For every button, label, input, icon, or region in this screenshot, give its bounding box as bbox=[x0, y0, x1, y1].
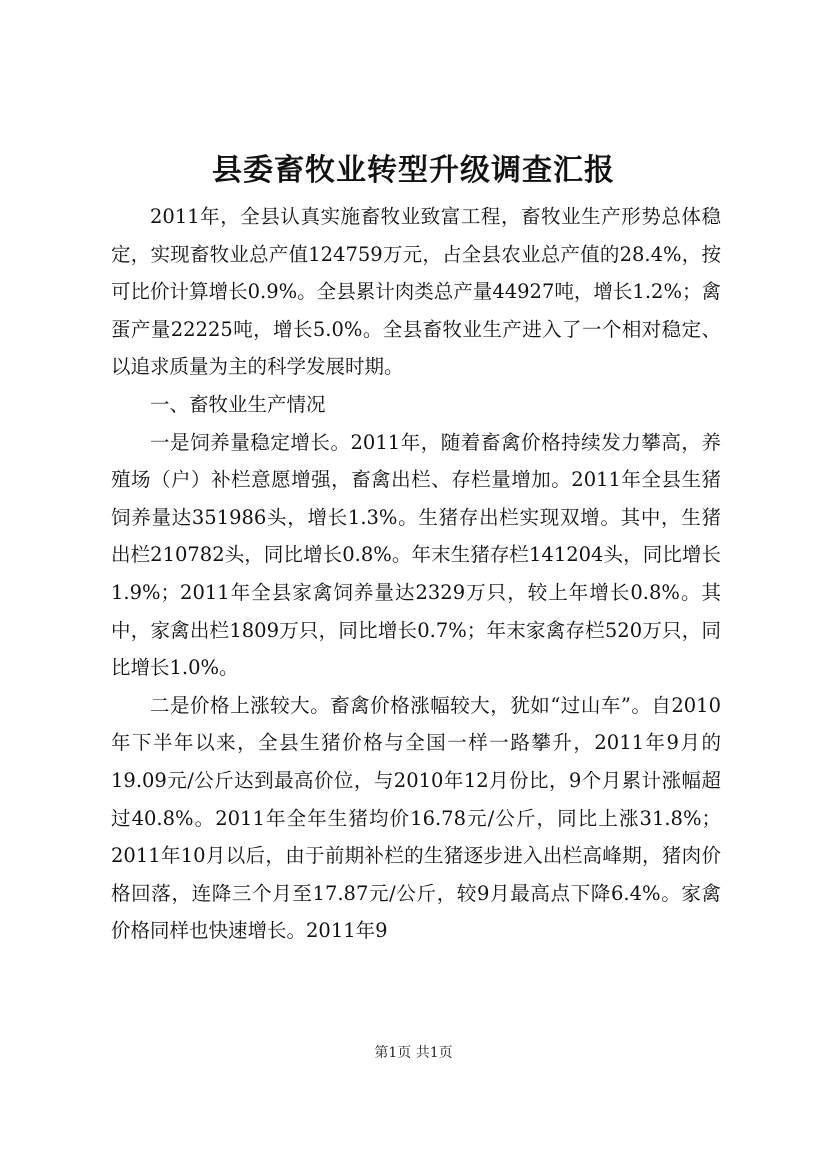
page-footer: 第1页 共1页 bbox=[374, 1045, 453, 1061]
paragraph-prices: 二是价格上涨较大。畜禽价格涨幅较大，犹如“过山车”。自2010年下半年以来，全县生猪价格与全国一样一路攀升，2011年9月的19.09元/公斤达到最高价位，与2010年12月份比，9个月累计涨幅超过40.8%。2011年全年生猪均价16.78元/公斤，同比上涨31.8%；2011年10月以后，由于前期补栏的生猪逐步进入出栏高峰期，猪肉价格回落，连降三个月至17.87元/公斤，较9月最高点下降6.4%。家禽价格同样也快速增长。2011年9 bbox=[111, 693, 721, 943]
section-heading: 一、畜牧业生产情况 bbox=[150, 392, 326, 416]
paragraph-breeding: 一是饲养量稳定增长。2011年，随着畜禽价格持续发力攀高，养殖场（户）补栏意愿增强，畜禽出栏、存栏量增加。2011年全县生猪饲养量达351986头，增长1.3%。生猪存出栏实现双增。其中，生猪出栏210782头，同比增长0.8%。年末生猪存栏141204头，同比增长1.9%；2011年全县家禽饲养量达2329万只，较上年增长0.8%。其中，家禽出栏1809万只，同比增长0.7%；年末家禽存栏520万只，同比增长1.0%。 bbox=[111, 430, 721, 680]
paragraph-intro: 2011年，全县认真实施畜牧业致富工程，畜牧业生产形势总体稳定，实现畜牧业总产值124759万元，占全县农业总产值的28.4%，按可比价计算增长0.9%。全县累计肉类总产量44927吨，增长1.2%；禽蛋产量22225吨，增长5.0%。全县畜牧业生产进入了一个相对稳定、以追求质量为主的科学发展时期。 bbox=[111, 205, 721, 379]
document-body bbox=[111, 198, 721, 950]
document-title: 县委畜牧业转型升级调查汇报 bbox=[212, 153, 615, 188]
